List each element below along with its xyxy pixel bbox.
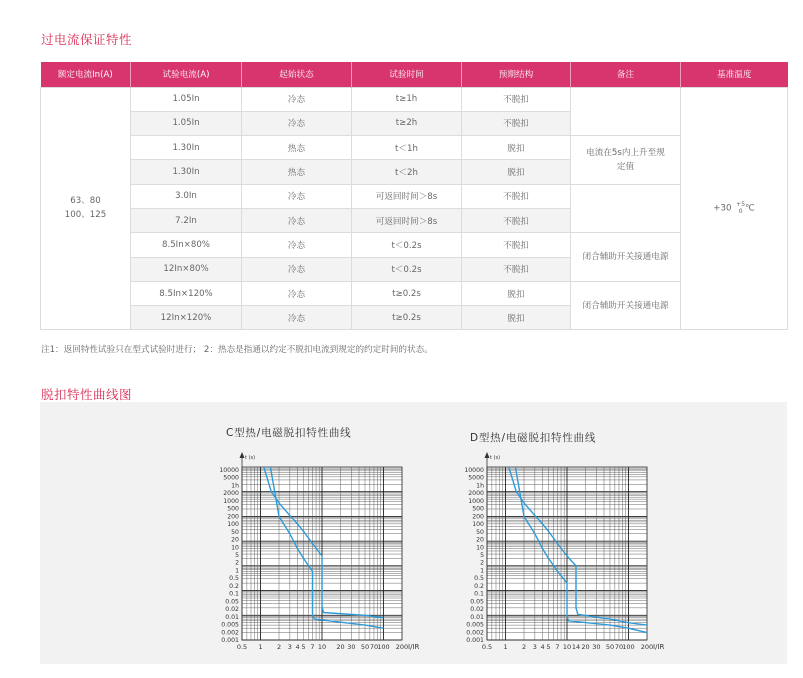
y-tick-label: 1000 [468, 497, 484, 505]
y-tick-label: 0.01 [225, 613, 239, 621]
y-tick-label: 1h [476, 482, 484, 490]
x-tick-label: 1 [258, 643, 263, 651]
x-tick-label: 200 [395, 643, 409, 651]
y-tick-label: 0.002 [221, 629, 239, 637]
x-tick-label: 4 [540, 643, 545, 651]
x-tick-label: 50 [605, 643, 615, 651]
y-tick-label: 0.005 [466, 621, 484, 629]
y-tick-label: 0.2 [474, 582, 484, 590]
x-tick-label: 100 [377, 643, 390, 651]
col-header: 基准温度 [681, 62, 788, 87]
table-header-row [41, 62, 788, 87]
rated-current-line: 100、125 [64, 210, 107, 221]
remark-cell [571, 136, 681, 185]
expected-result-cell: 不脱扣 [462, 257, 571, 281]
y-tick-label: 500 [227, 505, 239, 513]
section-title-trip-curves: 脱扣特性曲线图 [41, 387, 133, 402]
start-state-cell: 冷态 [242, 233, 352, 257]
rated-current-line: 63、80 [70, 196, 101, 207]
c-type-trip-curve-chart [190, 442, 430, 657]
remark-cell-empty [571, 87, 681, 136]
y-tick-label: 5000 [468, 474, 484, 482]
x-tick-label: 100 [622, 643, 635, 651]
test-current-cell: 8.5In×80% [131, 233, 242, 257]
test-current-cell: 8.5In×120% [131, 281, 242, 305]
start-state-cell: 冷态 [242, 257, 352, 281]
table-row [41, 136, 788, 160]
x-tick-label: 50 [360, 643, 370, 651]
start-state-cell: 热态 [242, 160, 352, 184]
table-row [41, 233, 788, 257]
y-axis-arrow [240, 452, 245, 458]
y-tick-label: 1 [235, 567, 239, 575]
y-tick-label: 0.02 [470, 606, 484, 614]
y-tick-label: 0.05 [225, 598, 239, 606]
y-tick-label: 50 [476, 528, 484, 536]
x-tick-label: 7 [310, 643, 315, 651]
y-tick-label: 1 [480, 567, 484, 575]
y-tick-label: 0.5 [229, 575, 239, 583]
section-title-overcurrent: 过电流保证特性 [41, 32, 133, 47]
y-tick-label: 1h [231, 482, 239, 490]
x-tick-label: 0.5 [481, 643, 493, 651]
x-tick-label: 20 [336, 643, 345, 651]
temp-tolerance-upper: +5 [736, 201, 746, 209]
x-tick-label: 5 [546, 643, 551, 651]
y-tick-label: 0.1 [474, 590, 484, 598]
y-tick-label: 10000 [464, 467, 484, 474]
start-state-cell: 冷态 [242, 281, 352, 305]
x-tick-label: 2 [521, 643, 527, 651]
test-current-cell: 1.30In [131, 136, 242, 160]
remark-line: 定值 [616, 161, 635, 172]
start-state-cell: 热态 [242, 136, 352, 160]
d-type-trip-curve-chart [435, 442, 675, 657]
expected-result-cell: 不脱扣 [462, 233, 571, 257]
chart-title-d: D型热/电磁脱扣特性曲线 [470, 432, 597, 444]
chart-title-c: C型热/电磁脱扣特性曲线 [226, 427, 352, 439]
x-tick-label: 10 [317, 643, 327, 651]
y-tick-label: 200 [472, 513, 484, 521]
test-time-cell: t＜0.2s [352, 257, 462, 281]
y-tick-label: 0.005 [221, 621, 239, 629]
start-state-cell: 冷态 [242, 184, 352, 208]
x-tick-label: 14 [571, 643, 581, 651]
start-state-cell: 冷态 [242, 208, 352, 232]
x-tick-label: 70 [369, 643, 379, 651]
y-tick-label: 0.2 [229, 582, 239, 590]
temp-tolerance-lower: 0 [738, 208, 743, 216]
col-header: 备注 [571, 62, 681, 87]
col-header: 试验时间 [352, 62, 462, 87]
test-current-cell: 1.05In [131, 111, 242, 135]
y-tick-label: 20 [231, 536, 239, 544]
test-time-cell: t≥0.2s [352, 281, 462, 305]
y-tick-label: 5 [480, 552, 484, 559]
y-tick-label: 5 [235, 552, 239, 559]
x-tick-label: 70 [614, 643, 624, 651]
y-tick-label: 2000 [223, 490, 239, 498]
x-axis-label: I/IR [653, 643, 665, 651]
test-current-cell: 12In×120% [131, 306, 242, 330]
test-time-cell: t≥0.2s [352, 306, 462, 330]
y-tick-label: 0.02 [225, 606, 239, 614]
y-tick-label: 500 [472, 505, 484, 513]
x-tick-label: 3 [287, 643, 292, 651]
rated-current-cell [41, 87, 131, 330]
y-tick-label: 0.001 [466, 637, 484, 644]
x-tick-label: 10 [562, 643, 572, 651]
x-tick-label: 5 [301, 643, 306, 651]
remark-cell: 闭合辅助开关接通电源 [571, 281, 681, 330]
y-tick-label: 0.05 [470, 598, 484, 606]
y-tick-label: 50 [231, 528, 239, 536]
x-tick-label: 30 [347, 643, 356, 651]
y-axis-label: t (s) [245, 455, 256, 461]
test-time-cell: t≥1h [352, 87, 462, 111]
test-time-cell: t≥2h [352, 111, 462, 135]
x-tick-label: 2 [276, 643, 282, 651]
expected-result-cell: 不脱扣 [462, 208, 571, 232]
expected-result-cell: 不脱扣 [462, 87, 571, 111]
y-tick-label: 10 [231, 544, 239, 552]
table-row [41, 87, 788, 111]
x-tick-label: 0.5 [236, 643, 248, 651]
col-header: 试验电流(A) [131, 62, 242, 87]
y-tick-label: 0.001 [221, 637, 239, 644]
y-axis-label: t (s) [490, 455, 501, 461]
y-tick-label: 100 [227, 521, 239, 529]
expected-result-cell: 脱扣 [462, 306, 571, 330]
expected-result-cell: 不脱扣 [462, 184, 571, 208]
test-current-cell: 7.2In [131, 208, 242, 232]
col-header: 额定电流In(A) [41, 62, 131, 87]
x-tick-label: 1 [503, 643, 508, 651]
y-tick-label: 0.1 [229, 590, 239, 598]
trip-curves-panel [40, 402, 787, 664]
remark-cell: 闭合辅助开关接通电源 [571, 233, 681, 282]
test-time-cell: 可返回时间＞8s [352, 208, 462, 232]
test-time-cell: 可返回时间＞8s [352, 184, 462, 208]
y-tick-label: 20 [476, 536, 484, 544]
y-tick-label: 0.01 [470, 613, 484, 621]
test-time-cell: t＜0.2s [352, 233, 462, 257]
x-axis-label: I/IR [408, 643, 420, 651]
remark-cell-empty [571, 184, 681, 233]
temp-unit: ℃ [745, 203, 755, 214]
x-tick-label: 200 [640, 643, 654, 651]
y-tick-label: 2 [235, 559, 239, 567]
test-current-cell: 1.05In [131, 87, 242, 111]
start-state-cell: 冷态 [242, 111, 352, 135]
table-row [41, 184, 788, 208]
expected-result-cell: 脱扣 [462, 160, 571, 184]
y-tick-label: 200 [227, 513, 239, 521]
test-current-cell: 12In×80% [131, 257, 242, 281]
y-tick-label: 5000 [223, 474, 239, 482]
base-temperature-cell [681, 87, 788, 330]
y-tick-label: 0.002 [466, 629, 484, 637]
col-header: 起始状态 [242, 62, 352, 87]
test-time-cell: t＜2h [352, 160, 462, 184]
x-tick-label: 20 [581, 643, 590, 651]
expected-result-cell: 不脱扣 [462, 111, 571, 135]
y-axis-arrow [485, 452, 490, 458]
y-tick-label: 2000 [468, 490, 484, 498]
test-current-cell: 1.30In [131, 160, 242, 184]
temp-value: +30 [713, 203, 732, 214]
table-row [41, 281, 788, 305]
y-tick-label: 2 [480, 559, 484, 567]
y-tick-label: 1000 [223, 497, 239, 505]
test-current-cell: 3.0In [131, 184, 242, 208]
x-tick-label: 3 [532, 643, 537, 651]
x-tick-label: 4 [295, 643, 300, 651]
expected-result-cell: 脱扣 [462, 136, 571, 160]
remark-line: 电流在5s内上升至规 [586, 147, 665, 158]
test-time-cell: t＜1h [352, 136, 462, 160]
table-footnote: 注1：返回特性试验只在型式试验时进行； 2：热态是指通以约定不脱扣电流到规定的约定时间的状态。 [41, 345, 433, 355]
x-tick-label: 30 [592, 643, 601, 651]
overcurrent-spec-table [40, 62, 788, 330]
y-tick-label: 0.5 [474, 575, 484, 583]
x-tick-label: 7 [555, 643, 560, 651]
y-tick-label: 100 [472, 521, 484, 529]
col-header: 预期结构 [462, 62, 571, 87]
expected-result-cell: 脱扣 [462, 281, 571, 305]
y-tick-label: 10 [476, 544, 484, 552]
start-state-cell: 冷态 [242, 87, 352, 111]
start-state-cell: 冷态 [242, 306, 352, 330]
y-tick-label: 10000 [219, 467, 239, 474]
